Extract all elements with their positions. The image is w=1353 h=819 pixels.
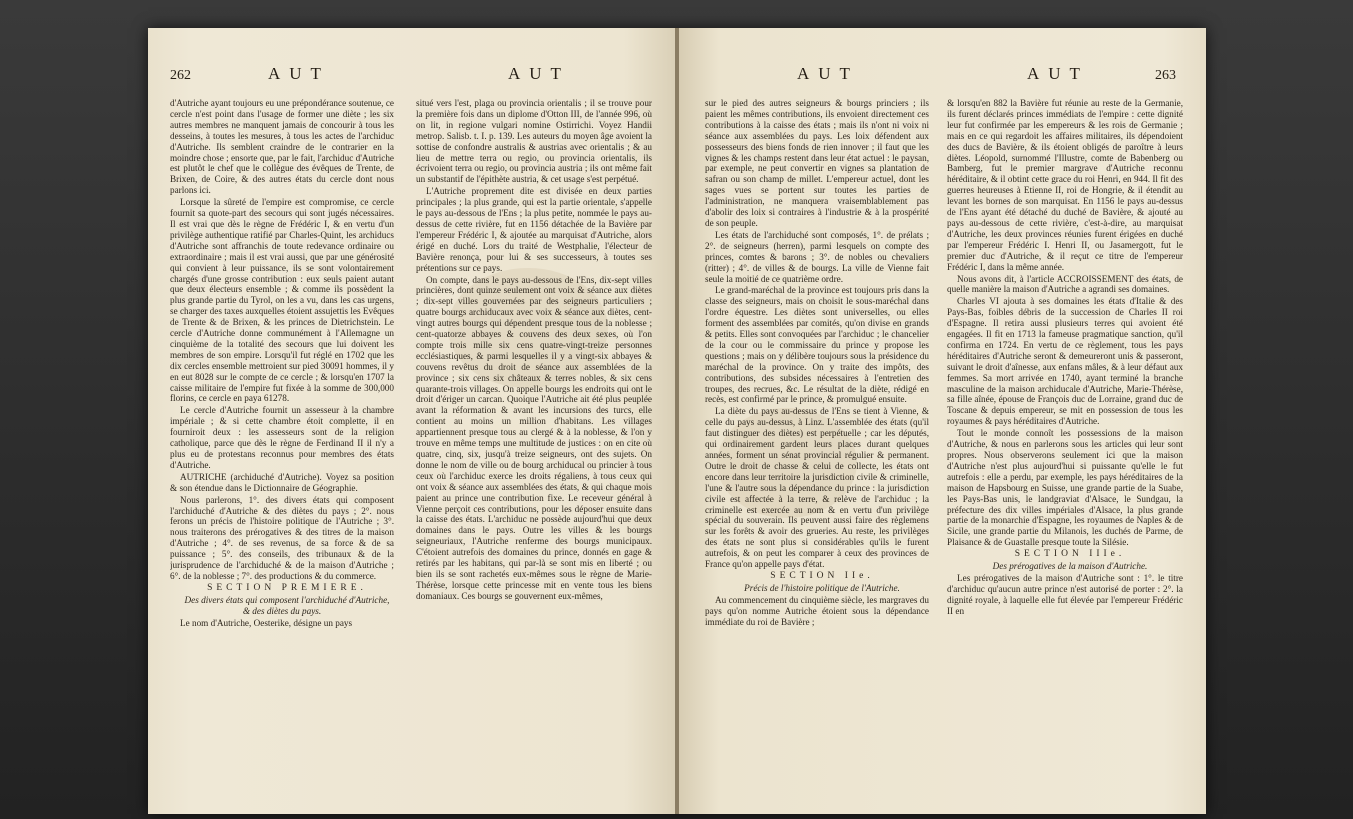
book-gutter xyxy=(675,28,679,814)
section-heading: SECTION IIe. xyxy=(770,570,874,581)
paragraph: L'Autriche proprement dite est divisée en deux parties principales ; la plus grande, qui est la partie orientale, s'appelle le pays au-dessous de l'Ens ; la plus petite, nommée le pays au-dessus de cette rivière, fut en 1156 détachée de la Bavière par l'empereur Frédéric I, & ajoutée au marquisat d'Autriche, alors érigé en duché. Lors du traité de Westphalie, l'électeur de Bavière renonça, pour lui & ses successeurs, à toutes ses prétentions sur ce pays. xyxy=(416,186,652,273)
section-heading: SECTION IIIe. xyxy=(1014,549,1126,560)
paragraph: d'Autriche ayant toujours eu une prépondérance soutenue, ce cercle n'est point dans l'usage de former une diète ; les six autres membres ne manquent jamais de concourir à tous les desseins, à toutes les mesures, à tous les actes de l'archiduc d'Autriche. Ils semblent craindre de le contrarier en la moindre chose ; ensorte que, par le fait, l'archiduc d'Autriche est plutôt le chef que le collègue des évêques de Trente, de Brixen, de Coire, & des autres états du cercle dont nous parlons ici. xyxy=(170,98,394,196)
left-running-head-2: AUT xyxy=(508,64,570,83)
section-subheading: Des prérogatives de la maison d'Autriche. xyxy=(992,561,1148,572)
paragraph: On compte, dans le pays au-dessous de l'Ens, dix-sept villes princières, dont quinze seulement ont voix & séance aux diètes ; dix-sept villes gouvernées par des seigneurs particuliers ; quatre bourgs archiducaux avec voix & séance aux diètes, cent-vingt autres bourgs qui dépendent presque tous de la noblesse ; cent-quatorze abbayes & couvens des deux sexes, où l'on compte trois mille six cens quatre-vingt-treize personnes ecclésiastiques, & parmi lesquelles il y a vingt-six abbayes & couvens revêtus du droit de séance aux assemblées de la province ; six cens six châteaux & terres nobles, & six cens quarante-trois villages. On appelle bourgs les endroits qui ont le droit d'ériger un carcan. Quoique l'Autriche ait été plus peuplée avant la réformation & avant les incursions des turcs, elle contient au moins un million d'habitans. Les villages appartiennent presque tous au clergé & à la noblesse, & l'on y trouve en même temps une multitude de justices : on en cite où quatre, cinq, six, jusqu'à treize seigneurs, ont des sujets. On donne le nom de ville ou de bourg archiducal ou princier à tous ceux où l'archiduc exerce les droits régaliens, à tous ceux qui ont voix & séance aux assemblées des états, & qui chaque mois paient au prince une contribution fixe. Le receveur général à Vienne perçoit ces contributions, pour les déposer ensuite dans la caisse des états. L'archiduc ne possède aujourd'hui que deux domaines dans le pays. Outre les villes & les bourgs seigneuriaux, l'Autriche renferme des bourgs municipaux. C'étoient autrefois des domaines du prince, donnés en gage & retirés par les habitans, qui par-là se sont mis en liberté ; ou bien ils se sont rachetés eux-mêmes sous le règne de Marie-Thérèse, lorsque cette princesse mit en vente tous les biens domaniaux. Ces bourgs se gouvernent eux-mêmes, xyxy=(416,274,652,601)
left-page xyxy=(148,28,677,814)
right-page-number: 263 xyxy=(1155,68,1176,83)
paragraph: Nous avons dit, à l'article ACCROISSEMENT des états, de quelle manière la maison d'Autriche a agrandi ses domaines. xyxy=(947,273,1183,295)
right-running-head-1: AUT xyxy=(797,64,859,83)
section-heading: SECTION PREMIERE. xyxy=(207,582,367,593)
paragraph: Tout le monde connoît les possessions de la maison d'Autriche, & nous en parlerons sous les articles qui leur sont propres. Nous observerons seulement ici que la maison d'Autriche n'est plus aujourd'hui si puissante qu'elle le fut autrefois : elle a perdu, par exemple, les pays héréditaires de la maison de Hapsbourg en Suisse, une grande partie de la Suabe, les Pays-Bas unis, le landgraviat d'Alsace, le Sundgau, la préfecture des dix villes impériales d'Alsace, la plus grande partie de la monarchie d'Espagne, les royaumes de Naples & de Sicile, une grande partie du Milanois, les duchés de Parme, de Plaisance & de Guastalle presque toute la Silésie. xyxy=(947,428,1183,548)
section-subheading: Des divers états qui composent l'archiduché d'Autriche, & des diètes du pays. xyxy=(184,594,390,616)
right-column-1 xyxy=(705,98,929,798)
right-column-2 xyxy=(947,98,1183,798)
right-page xyxy=(677,28,1206,814)
paragraph: & lorsqu'en 882 la Bavière fut réunie au reste de la Germanie, ils furent déclarés princes immédiats de l'empire : cette dignité leur fut confirmée par les empereurs & les rois de Germanie ; mais en ce qui regardoit les affaires militaires, ils dépendoient des ducs de Bavière, & ils étoient obligés de paroître à leurs diètes. Léopold, surnommé l'Illustre, comte de Babenberg ou Bamberg, fut le premier margrave d'Autriche reconnu héréditaire, & il obtint cette grace du roi Henri, en 944. Il fit des guerres heureuses à Etienne II, roi de Hongrie, & il étendit au levant les bornes de son marquisat. En 1156 le pays au-dessus de l'Ens ayant été détaché du duché de Bavière, & ajouté au pays au-dessous de cette rivière, c'est-à-dire, au marquisat d'Autriche, les deux provinces réunies furent érigées en duché par l'empereur Frédéric I. Henri II, ou Jasamergott, fut le premier duc d'Autriche, & il reçut ce titre de l'empereur Frédéric I, dans la même année. xyxy=(947,98,1183,272)
paragraph: AUTRICHE (archiduché d'Autriche). Voyez sa position & son étendue dans le Dictionnaire de Géographie. xyxy=(170,471,394,493)
paragraph: situé vers l'est, plaga ou provincia orientalis ; il se trouve pour la première fois dans un diplome d'Otton III, de l'année 996, où on lit, in regione vulgari nomine Ostirrichi. Voyez Handii metrop. Salisb. t. I. p. 139. Les auteurs du moyen âge avoient la sottise de confondre australis & austrias avec orientalis ; & au lieu de mettre terra ou regio, ou provincia orientalis, ils écrivoient terra ou regio, ou provincia austria ; ils ont même fait un substantif de l'épithète austria, & cet usage s'est perpétué. xyxy=(416,98,652,185)
left-column-2 xyxy=(416,98,652,798)
paragraph: Le grand-maréchal de la province est toujours pris dans la classe des seigneurs, mais on choisit le sous-maréchal dans l'ordre équestre. Les diètes sont universelles, ou elles forment des assemblées par comités, qu'on divise en grands & petits. Elles sont convoquées par l'archiduc ; le chancelier de la cour ou le commissaire du prince y propose les questions ; mais on y délibère toujours sous la présidence du maréchal de la province. On y traite des impôts, des contributions, des subsides nécessaires à l'entretien des troupes, des recrues, &c. Le résultat de la diète, rédigé en recès, est confirmé par le prince, & promulgué ensuite. xyxy=(705,285,929,405)
left-column-1 xyxy=(170,98,394,798)
paragraph: Les états de l'archiduché sont composés, 1°. de prélats ; 2°. de seigneurs (herren), parmi lesquels on compte des princes, comtes & barons ; 3°. de nobles ou chevaliers (ritter) ; 4°. de villes & de bourgs. La ville de Vienne fait seule la moitié de ce quatrième ordre. xyxy=(705,229,929,284)
section-subheading: Précis de l'histoire politique de l'Autriche. xyxy=(744,582,900,593)
right-running-head-2: AUT xyxy=(1027,64,1089,83)
paragraph: sur le pied des autres seigneurs & bourgs princiers ; ils paient les mêmes contributions, ils envoient directement ces contributions à la caisse des états ; mais ils n'ont ni voix ni séance aux assemblées du pays. Les loix défendent aux possesseurs des biens fonds de rien innover ; il faut que les vignes & les champs restent dans leur état actuel : le paysan, par exemple, ne peut convertir en vignes sa plantation de safran ou son champ de millet. L'empereur actuel, dont les sages vues se portent sur toutes les parties de l'administration, ne manquera vraisemblablement pas d'abolir des loix si contraires à l'industrie & à la prospérité de son peuple. xyxy=(705,98,929,228)
paragraph: Au commencement du cinquième siècle, les margraves du pays qu'on nomme Autriche étoient sous la dépendance immédiate du roi de Bavière ; xyxy=(705,594,929,627)
paragraph: La diète du pays au-dessus de l'Ens se tient à Vienne, & celle du pays au-dessus, à Linz. L'assemblée des états (qu'il faut distinguer des diètes) est perpétuelle ; car les députés, qui ordinairement gardent leurs places durant quelques années, forment un sénat provincial régulier & permanent. Outre le droit de chasse & celui de collecte, les états ont encore dans leur territoire la jurisdiction civile & criminelle, l'une & l'autre sous la dépendance du prince : la jurisdiction civile est affectée à la terre, & relève de l'archiduc ; la criminelle est exercée au nom & en vertu d'un privilège spécial du souverain. Ils peuvent aussi faire des règlemens sur les forêts & avoir des grueries. Au reste, les privilèges des états ne sont plus si considérables qu'ils le furent autrefois, & on peut les comparer à ceux des provinces de France qu'on appelle pays d'état. xyxy=(705,406,929,570)
paragraph: Le cercle d'Autriche fournit un assesseur à la chambre impériale ; & si cette chambre étoit complette, il en fourniroit deux : les assesseurs sont de la religion catholique, parce que dès le règne de Ferdinand II il n'y a plus eu de protestans reconnus pour membres des états d'Autriche. xyxy=(170,405,394,470)
paragraph: Charles VI ajouta à ses domaines les états d'Italie & des Pays-Bas, foibles débris de la succession de Charles II roi d'Espagne. Il retira aussi plusieurs terres qui avoient été engagées. Il fit en 1713 la fameuse pragmatique sanction, qu'il confirma en 1724. En vertu de ce règlement, tous les pays héréditaires d'Autriche seront & demeureront unis & passeront, suivant le droit d'aînesse, aux enfans mâles, & à leur défaut aux femmes. Sa mort arrivée en 1740, ayant terminé la branche masculine de la maison archiducale d'Autriche, Marie-Thérèse, sa fille aînée, épouse de François duc de Lorraine, grand duc de Toscane & depuis empereur, se mit en possession de tous les royaumes & pays héréditaires d'Autriche. xyxy=(947,296,1183,427)
left-page-number: 262 xyxy=(170,68,191,83)
paragraph: Le nom d'Autriche, Oesterike, désigne un pays xyxy=(180,617,353,628)
paragraph: Lorsque la sûreté de l'empire est compromise, ce cercle fournit sa quote-part des secours qui sont jugés nécessaires. Il est vrai que dès le règne de Frédéric I, & en vertu d'un privilège authentique ratifié par Charles-Quint, les archiducs d'Autriche sont affranchis de toute redevance ordinaire ou extraordinaire ; mais il est vrai aussi, que par une générosité qui convient à leur puissance, ils se sont volontairement chargés d'une grosse contribution : eux seuls paient autant que deux électeurs ensemble ; & comme ils possèdent la plus grande partie du Tyrol, on les a vu, dans les cas urgens, se charger des taxes auxquelles étoient assujettis les Evêques de Trente & de Brixen, & les princes de Dietrichstein. Le cercle d'Autriche donne communément à l'Allemagne un cinquième de la totalité des secours que lui doivent les membres de son empire. Lorsqu'il fut réglé en 1702 que les dix cercles ensemble mettroient sur pied 30091 hommes, il y en eut 8028 sur le compte de ce cercle ; & lorsqu'en 1707 la caisse militaire de l'empire fut fixée à la somme de 300,000 florins, ce cercle en paya 61278. xyxy=(170,197,394,404)
paragraph: Nous parlerons, 1°. des divers états qui composent l'archiduché d'Autriche & des diètes du pays ; 2°. nous ferons un précis de l'histoire politique de l'Autriche ; 3°. nous traiterons des prérogatives & des titres de la maison d'Autriche ; 4°. de ses revenus, de sa force & de sa puissance ; 5°. des conseils, des tribunaux & de la jurisprudence de l'archiduché & de la maison d'Autriche ; 6°. de la noblesse ; 7°. des productions & du commerce. xyxy=(170,494,394,581)
paragraph: Les prérogatives de la maison d'Autriche sont : 1°. le titre d'archiduc qu'aucun autre prince n'est autorisé de porter : 2°. la dignité royale, à laquelle elle fut élevée par l'empereur Frédéric II en xyxy=(947,572,1183,616)
open-book-spread xyxy=(148,28,1206,814)
left-running-head-1: AUT xyxy=(268,64,330,83)
